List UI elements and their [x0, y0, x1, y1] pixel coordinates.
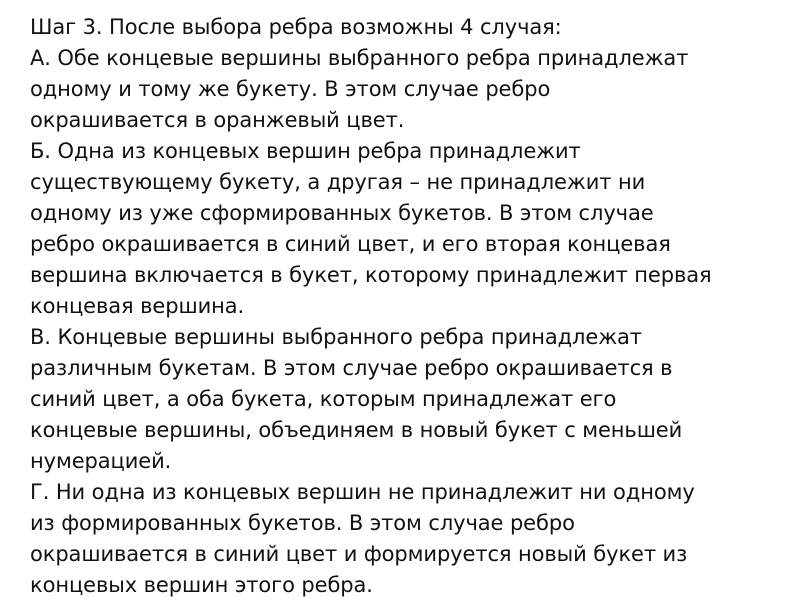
case-d-line-4: концевых вершин этого ребра. — [30, 573, 373, 597]
case-d-line-2: из формированных букетов. В этом случае ребро — [30, 511, 575, 535]
case-b-line-5: вершина включается в букет, которому принадлежит первая — [30, 263, 712, 287]
case-b-line-1: Б. Одна из концевых вершин ребра принадлежит — [30, 139, 581, 163]
case-b-line-4: ребро окрашивается в синий цвет, и его вторая концевая — [30, 232, 671, 256]
case-a-line-2: одному и тому же букету. В этом случае ребро — [30, 77, 551, 101]
step-heading: Шаг 3. После выбора ребра возможны 4 случая: — [30, 15, 562, 39]
case-b-line-3: одному из уже сформированных букетов. В этом случае — [30, 201, 654, 225]
case-c-line-1: В. Концевые вершины выбранного ребра принадлежат — [30, 325, 642, 349]
case-c-line-3: синий цвет, а оба букета, которым принадлежат его — [30, 387, 617, 411]
case-c-line-2: различным букетам. В этом случае ребро окрашивается в — [30, 356, 673, 380]
case-b-line-2: существующему букету, а другая – не принадлежит ни — [30, 170, 646, 194]
case-c-line-5: нумерацией. — [30, 449, 172, 473]
case-a-line-3: окрашивается в оранжевый цвет. — [30, 108, 405, 132]
case-c-line-4: концевые вершины, объединяем в новый букет с меньшей — [30, 418, 683, 442]
case-b-line-6: концевая вершина. — [30, 294, 245, 318]
case-d-line-1: Г. Ни одна из концевых вершин не принадлежит ни одному — [30, 480, 695, 504]
case-a-line-1: А. Обе концевые вершины выбранного ребра принадлежат — [30, 46, 689, 70]
case-d-line-3: окрашивается в синий цвет и формируется новый букет из — [30, 542, 688, 566]
slide-text-body — [30, 12, 790, 600]
